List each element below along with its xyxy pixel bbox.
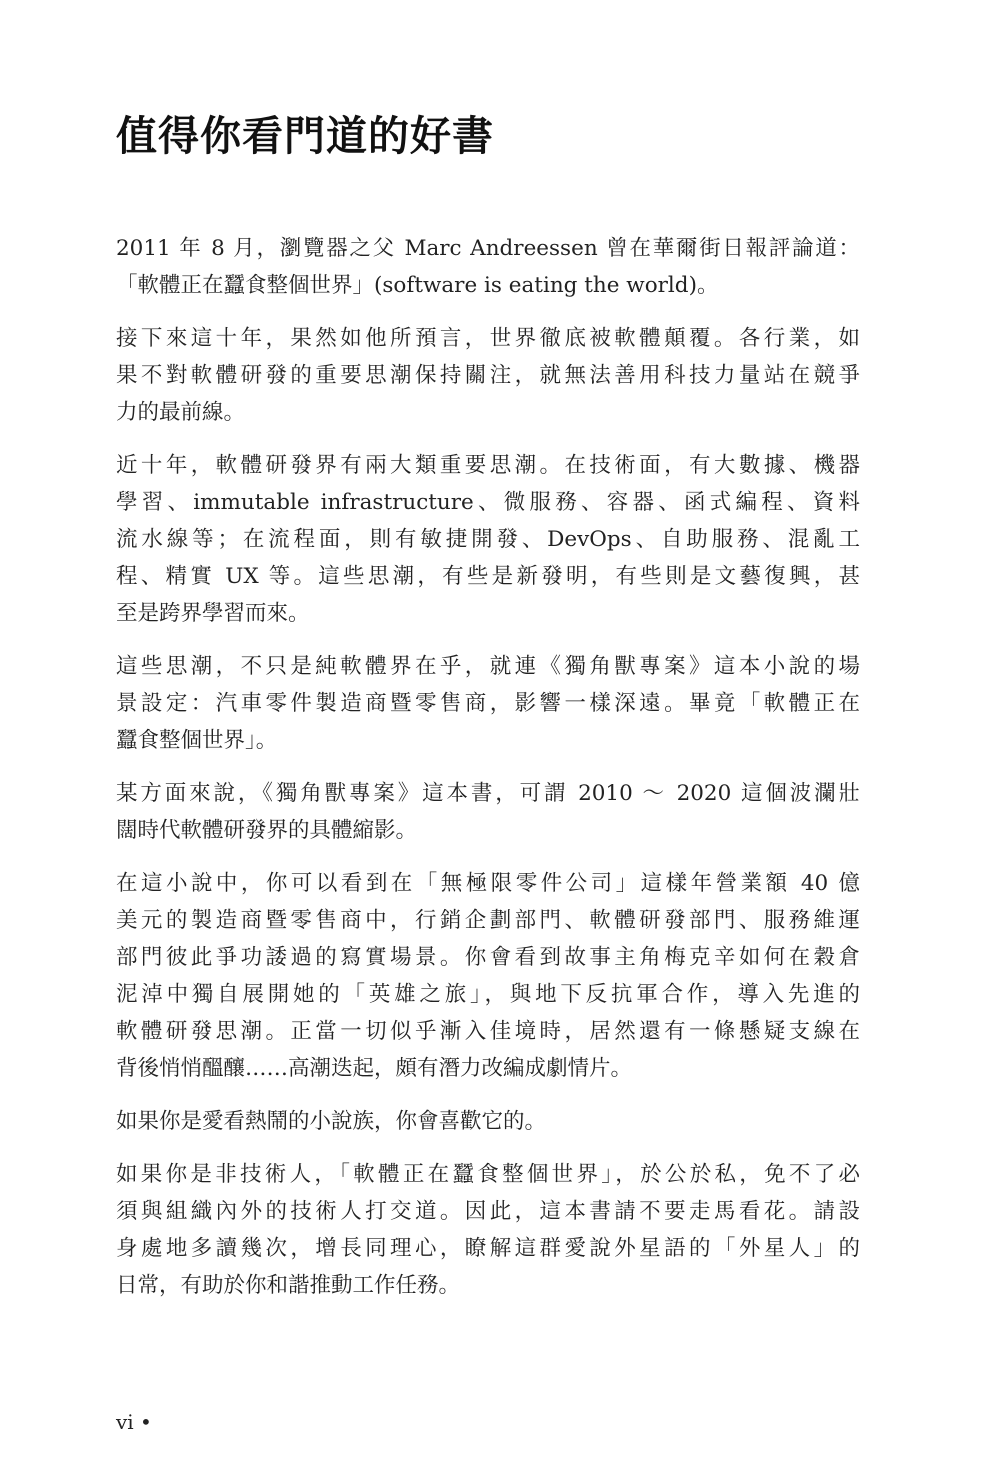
body-paragraph xyxy=(116,775,860,849)
page-title: 值得你看門道的好書 xyxy=(116,112,494,160)
text-line: 接下來這十年，果然如他所預言，世界徹底被軟體顛覆。各行業，如 xyxy=(116,326,860,351)
text-line: 美元的製造商暨零售商中，行銷企劃部門、軟體研發部門、服務維運 xyxy=(116,908,860,933)
body-paragraph xyxy=(116,1103,860,1140)
text-line: 日常，有助於你和諧推動工作任務。 xyxy=(116,1273,461,1298)
text-line: 「軟體正在蠶食整個世界」(software is eating the world)。 xyxy=(116,273,719,298)
body-text xyxy=(116,230,860,1320)
text-line: 程、精實 UX 等。這些思潮，有些是新發明，有些則是文藝復興，甚 xyxy=(116,564,860,589)
text-line: 果不對軟體研發的重要思潮保持關注，就無法善用科技力量站在競爭 xyxy=(116,363,860,388)
text-line: 學習、immutable infrastructure、微服務、容器、函式編程、資料 xyxy=(116,490,860,515)
text-line: 如果你是非技術人，「軟體正在蠶食整個世界」，於公於私，免不了必 xyxy=(116,1162,860,1187)
text-line: 至是跨界學習而來。 xyxy=(116,601,310,626)
text-line: 流水線等；在流程面，則有敏捷開發、DevOps、自助服務、混亂工 xyxy=(116,527,860,552)
text-line: 身處地多讀幾次，增長同理心，瞭解這群愛說外星語的「外星人」的 xyxy=(116,1236,860,1261)
text-line: 力的最前線。 xyxy=(116,400,246,425)
text-line: 須與組織內外的技術人打交道。因此，這本書請不要走馬看花。請設 xyxy=(116,1199,860,1224)
text-line: 景設定：汽車零件製造商暨零售商，影響一樣深遠。畢竟「軟體正在 xyxy=(116,691,860,716)
text-line: 蠶食整個世界」。 xyxy=(116,728,278,753)
text-line: 闊時代軟體研發界的具體縮影。 xyxy=(116,818,418,843)
body-paragraph xyxy=(116,865,860,1087)
text-line: 2011 年 8 月，瀏覽器之父 Marc Andreessen 曾在華爾街日報評論道： xyxy=(116,236,860,261)
body-paragraph xyxy=(116,230,860,304)
text-line: 泥淖中獨自展開她的「英雄之旅」，與地下反抗軍合作，導入先進的 xyxy=(116,982,860,1007)
text-line: 某方面來說，《獨角獸專案》這本書，可謂 2010 ～ 2020 這個波瀾壯 xyxy=(116,781,860,806)
text-line: 在這小說中，你可以看到在「無極限零件公司」這樣年營業額 40 億 xyxy=(116,871,860,896)
body-paragraph xyxy=(116,1156,860,1304)
body-paragraph xyxy=(116,648,860,759)
text-line: 如果你是愛看熱鬧的小說族，你會喜歡它的。 xyxy=(116,1109,547,1134)
body-paragraph xyxy=(116,320,860,431)
text-line: 這些思潮，不只是純軟體界在乎，就連《獨角獸專案》這本小說的場 xyxy=(116,654,860,679)
text-line: 軟體研發思潮。正當一切似乎漸入佳境時，居然還有一條懸疑支線在 xyxy=(116,1019,860,1044)
body-paragraph xyxy=(116,447,860,632)
page-folio: vi • xyxy=(116,1410,152,1434)
text-line: 部門彼此爭功諉過的寫實場景。你會看到故事主角梅克辛如何在穀倉 xyxy=(116,945,860,970)
text-line: 近十年，軟體研發界有兩大類重要思潮。在技術面，有大數據、機器 xyxy=(116,453,860,478)
text-line: 背後悄悄醞釀……高潮迭起，頗有潛力改編成劇情片。 xyxy=(116,1056,633,1081)
